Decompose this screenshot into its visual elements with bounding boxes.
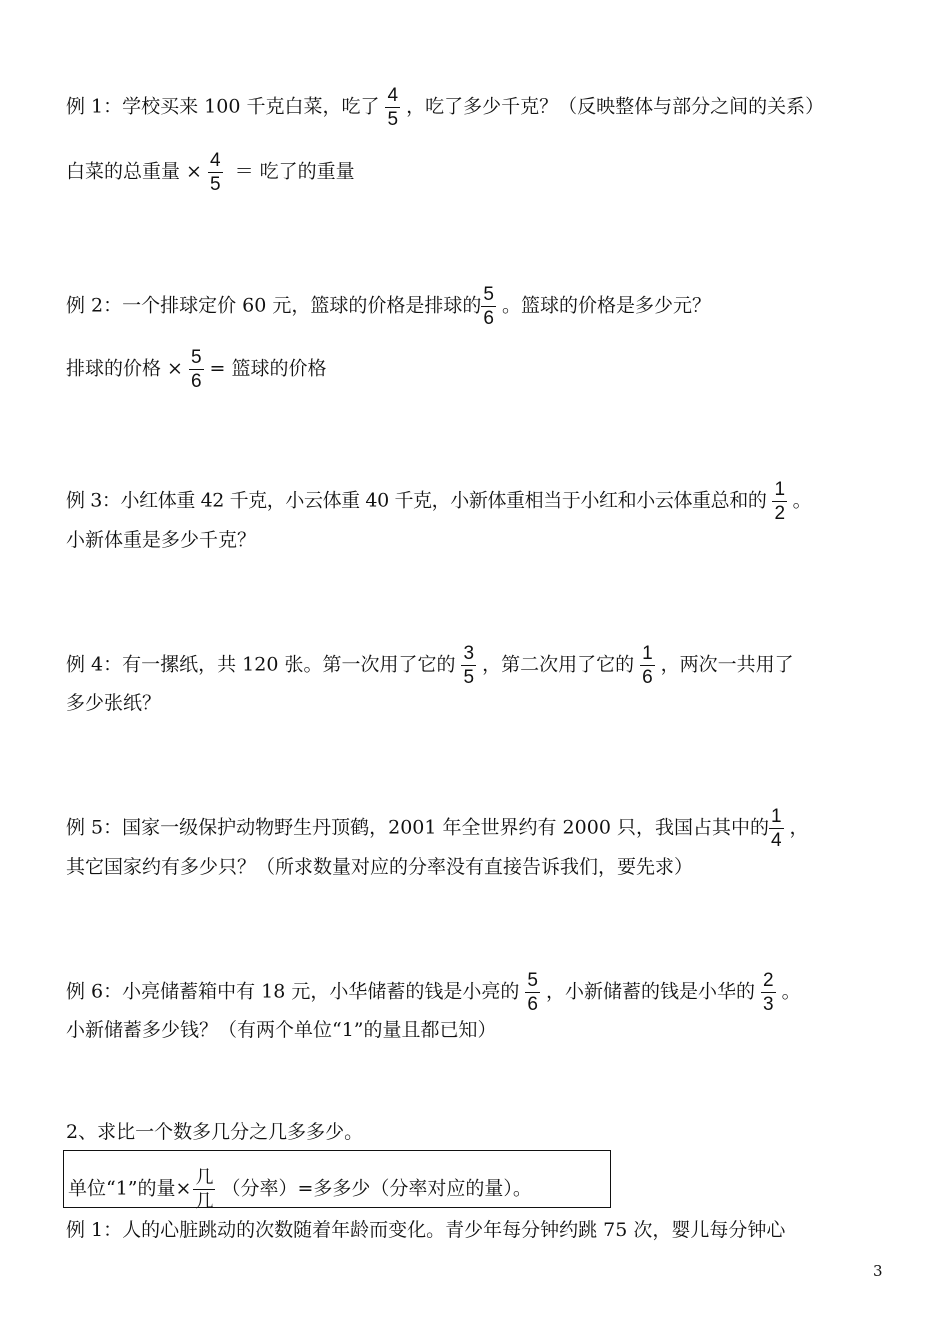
fraction: $\frac{1}{4}$: [770, 806, 782, 851]
example-4-question-cont: 多少张纸？: [66, 692, 162, 714]
fraction: $\frac{4}{5}$: [209, 150, 221, 195]
example-3-question-cont: 小新体重是多少千克？: [66, 529, 257, 551]
example-4-question: 例 4：有一摞纸，共 120 张。第一次用了它的 $\frac{3}{5}$ ，第二次用了它的 $\frac{1}{6}$ ，两次一共用了: [66, 643, 794, 688]
example-1-formula: 白菜的总重量 × $\frac{4}{5}$ ＝ 吃了的重量: [66, 150, 355, 195]
example-2-question: 例 2：一个排球定价 60 元，篮球的价格是排球的 $\frac{5}{6}$ 。篮球的价格是多少元？: [66, 284, 711, 329]
rule-box: [63, 1150, 611, 1212]
fraction: 几 几: [195, 1167, 214, 1212]
fraction: $\frac{4}{5}$: [387, 85, 399, 130]
example-3-question: 例 3：小红体重 42 千克，小云体重 40 千克，小新体重相当于小红和小云体重总和的 $\frac{1}{2}$ 。: [66, 479, 812, 524]
example-5-question-cont: 其它国家约有多少只？（所求数量对应的分率没有直接告诉我们，要先求）: [66, 856, 694, 878]
fraction: $\frac{5}{6}$: [190, 347, 202, 392]
section-2-example-1: 例 1：人的心脏跳动的次数随着年龄而变化。青少年每分钟约跳 75 次，婴儿每分钟心: [66, 1219, 786, 1241]
rule-formula: 单位“1”的量× 几 几 （分率）=多多少（分率对应的量）。: [68, 1167, 532, 1212]
example-1-question: 例 1：学校买来 100 千克白菜，吃了 $\frac{4}{5}$ ，吃了多少千克？（反映整体与部分之间的关系）: [66, 85, 825, 130]
fraction: $\frac{1}{6}$: [642, 643, 653, 688]
fraction: $\frac{2}{3}$: [762, 970, 774, 1015]
example-2-formula: 排球的价格 × $\frac{5}{6}$ = 篮球的价格: [66, 347, 327, 392]
section-2-heading: 2、求比一个数多几分之几多多少。: [66, 1121, 364, 1143]
example-6-question-cont: 小新储蓄多少钱？（有两个单位“1”的量且都已知）: [66, 1019, 497, 1041]
example-6-question: 例 6：小亮储蓄箱中有 18 元，小华储蓄的钱是小亮的 $\frac{5}{6}$ ，小新储蓄的钱是小华的 $\frac{2}{3}$ 。: [66, 970, 801, 1015]
fraction: $\frac{5}{6}$: [483, 284, 494, 329]
fraction: $\frac{5}{6}$: [527, 970, 538, 1015]
fraction: $\frac{1}{2}$: [774, 479, 785, 524]
page-number: 3: [873, 1262, 883, 1280]
fraction: $\frac{3}{5}$: [463, 643, 475, 688]
example-5-question: 例 5：国家一级保护动物野生丹顶鹤，2001 年全世界约有 2000 只，我国占其中的 $\frac{1}{4}$ ，: [66, 806, 809, 851]
